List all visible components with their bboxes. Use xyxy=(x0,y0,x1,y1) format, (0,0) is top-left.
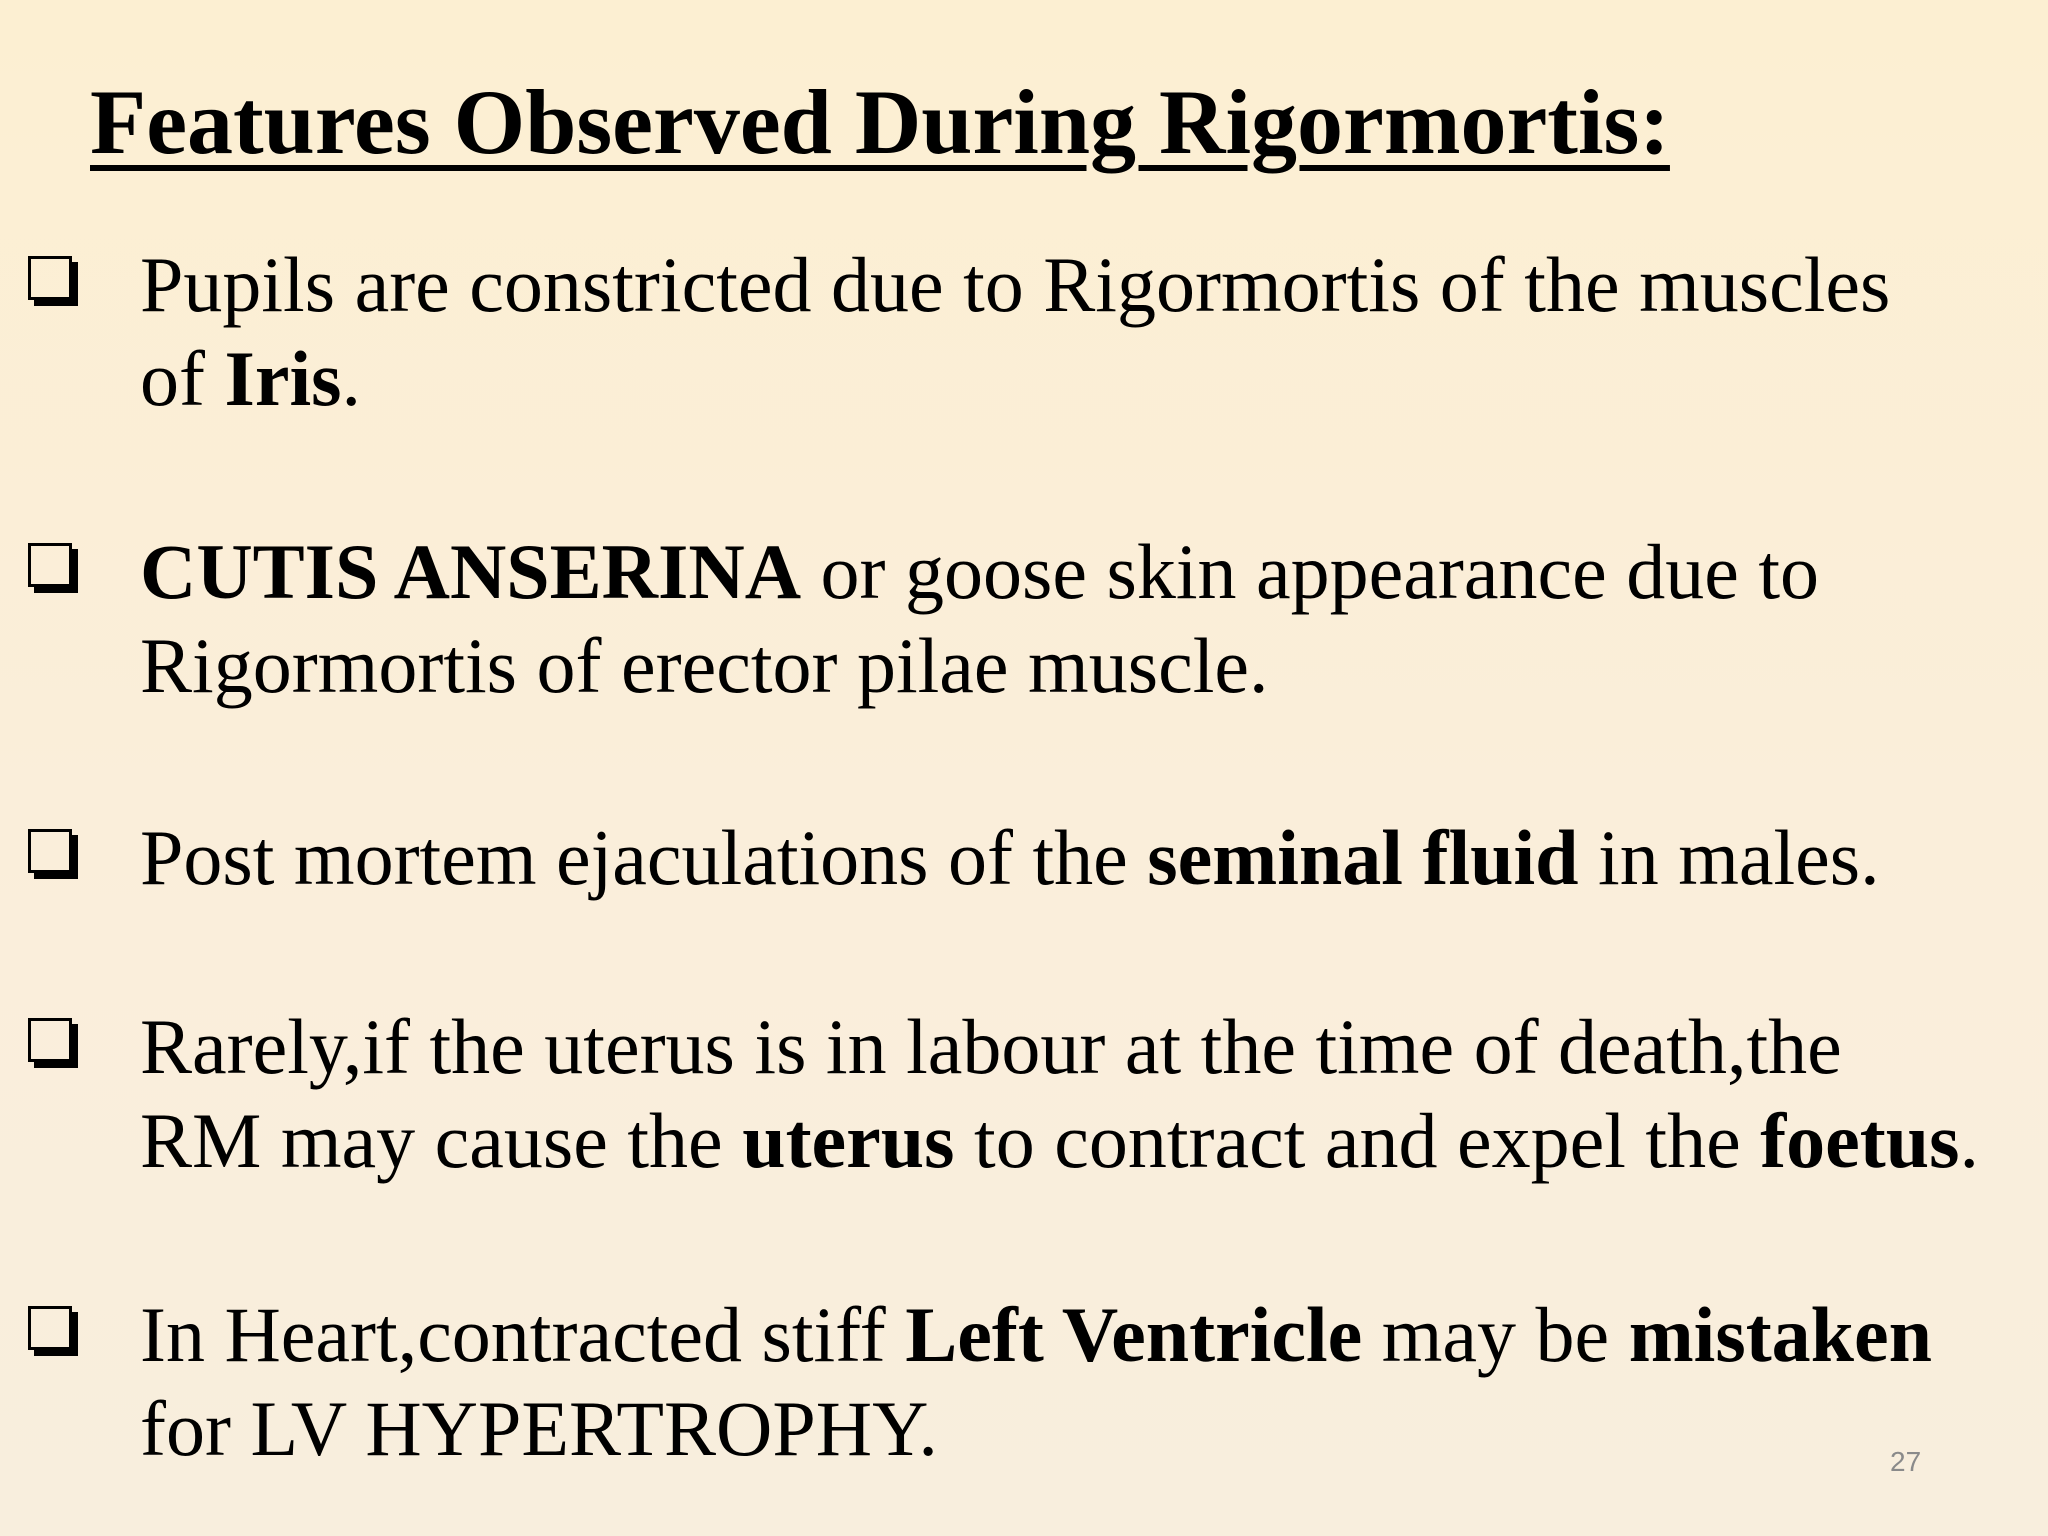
text-run-bold: foetus xyxy=(1760,1097,1960,1184)
text-run: Rigormortis of erector pilae muscle. xyxy=(140,622,1269,709)
bullet-line xyxy=(140,525,1819,619)
bullet-line xyxy=(140,811,1880,905)
bullet-line xyxy=(140,238,1890,332)
bullet-text xyxy=(140,525,1819,713)
text-run-bold: Left Ventricle xyxy=(905,1291,1363,1378)
page-number: 27 xyxy=(1890,1446,1922,1477)
text-run: . xyxy=(341,335,361,422)
text-run: RM may cause the xyxy=(140,1097,743,1184)
text-run-bold: Iris xyxy=(224,335,342,422)
text-run: may be xyxy=(1362,1291,1629,1378)
bullet-line xyxy=(140,619,1819,713)
text-run-bold: uterus xyxy=(742,1097,955,1184)
text-run-bold: seminal fluid xyxy=(1147,814,1579,901)
bullet-line xyxy=(140,332,1890,426)
text-run: of xyxy=(140,335,225,422)
text-run: in males. xyxy=(1578,814,1880,901)
text-run: to contract and expel the xyxy=(954,1097,1761,1184)
text-run: for LV HYPERTROPHY. xyxy=(140,1385,938,1472)
bullet-line xyxy=(140,1094,1979,1188)
bullet-line xyxy=(140,1288,1932,1382)
text-run-bold: mistaken xyxy=(1628,1291,1933,1378)
slide-title: Features Observed During Rigormortis: xyxy=(90,71,1670,173)
text-run: Pupils are constricted due to Rigormortis of the muscles xyxy=(140,241,1891,328)
bullet-line xyxy=(140,1000,1979,1094)
text-run: Post mortem ejaculations of the xyxy=(140,814,1148,901)
text-run: . xyxy=(1959,1097,1980,1184)
text-run: or goose skin appearance due to xyxy=(801,528,1819,615)
checkbox-bullet-icon xyxy=(28,829,72,873)
text-run-bold: CUTIS ANSERINA xyxy=(140,528,802,615)
bullet-text xyxy=(140,1000,1979,1188)
bullet-text xyxy=(140,238,1890,426)
checkbox-bullet-icon xyxy=(28,543,72,587)
bullet-text xyxy=(140,1288,1932,1476)
bullet-line xyxy=(140,1382,1932,1476)
checkbox-bullet-icon xyxy=(28,1306,72,1350)
text-run: Rarely,if the uterus is in labour at the time of death,the xyxy=(140,1003,1842,1090)
checkbox-bullet-icon xyxy=(28,1018,72,1062)
text-run: In Heart,contracted stiff xyxy=(140,1291,906,1378)
bullet-text xyxy=(140,811,1880,905)
checkbox-bullet-icon xyxy=(28,256,72,300)
